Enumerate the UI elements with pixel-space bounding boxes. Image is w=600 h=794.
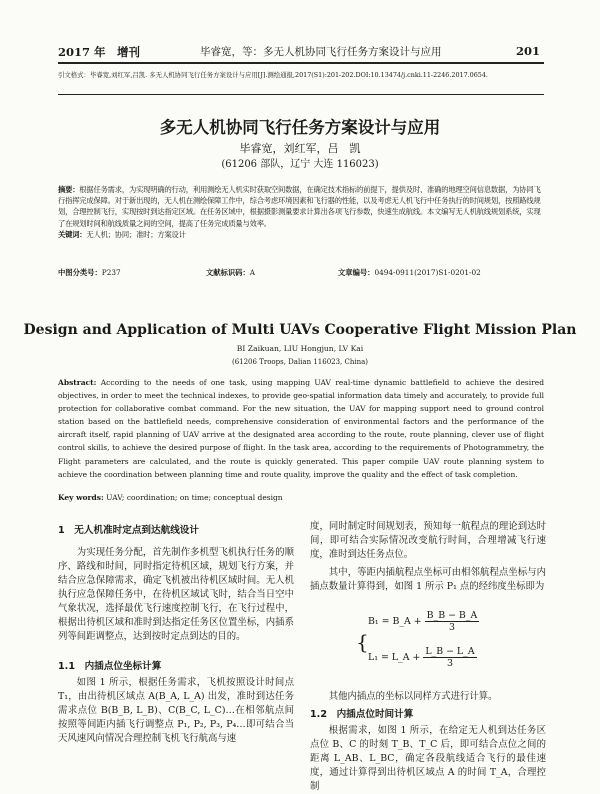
header-rule (58, 62, 544, 64)
after-equation-text: 其他内插点的坐标以同样方式进行计算。 (328, 691, 498, 702)
subsection-1-1-heading: 1.1 内插点位坐标计算 (58, 661, 162, 672)
document-code-value: A (249, 268, 256, 277)
equation-brace: { (356, 630, 369, 654)
article-number-label: 文章编号： (338, 268, 375, 277)
abstract-en-label: Abstract: (58, 378, 97, 387)
equation-2: L₁ = L_A + $\frac{L\_B - L\_A}{3}$ (368, 646, 475, 669)
subsection-1-1-text: 如图 1 所示，根据任务需求，飞机按照设计时间点 T₁，由出待机区域点 A(B_A, L_A) 出发，准时到达任务需求点位 B(B_B, L_B)、C(B_C, L_C)…在相邻航点间按照等间距内插飞行调整点 P₁, P₂, P₃, P₄…即可结合当天风速风向情况合理控制飞机飞行航高与速 (58, 677, 294, 744)
affiliation-en: (61206 Troops, Dalian 116023, China) (231, 358, 369, 366)
subsection-1-2-text: 根据需求，如图 1 所示，在给定无人机到达任务区点位 B、C 的时刻 T_B、T_C 后，即可结合点位之间的距离 L_AB、L_BC，确定各段航线适合飞行的最佳速度，通过计算得到出待机区域点 A 的时间 T_A，合理控制 (310, 725, 546, 792)
keywords-en-text: UAV; coordination; on time; conceptual design (106, 493, 283, 502)
right-continuation: 度，同时制定时间规划表，预知每一航程点的理论到达时间，即可结合实际情况改变航行时间，合理增减飞行速度，准时到达任务点位。 (310, 521, 546, 560)
page-number: 201 (516, 44, 541, 58)
document-code-label: 文献标识码： (206, 268, 250, 277)
abstract-en-text: According to the needs of one task, using mapping UAV real-time dynamic battlefield to achieve the desired objectives, in order to meet the technical indexes, to provide geo-spatial information data timely and accurately, to provide full protection for collaborative combat command. For the new situation, the UAV for mapping support need to ground control station based on the battlefield needs, comprehensive consideration of environmental factors and the performance of the aircraft itself, rapid planning of UAV arrive at the designated area according to the route, route planning, clever use of flight control skills, to achieve the desired purpose of flight. In the task area, according to the requirements of Photogrammetry, the Flight parameters are calculated, and the route is quickly generated. This paper compile UAV route planning system to achieve the coordination between planning time and route quality, improve the quality and the effect of task completion. (58, 378, 544, 479)
keywords-cn-label: 关键词： (58, 229, 87, 239)
paper-title-cn: 多无人机协同飞行任务方案设计与应用 (159, 118, 441, 137)
subsection-1-2-heading: 1.2 内插点位时间计算 (310, 709, 414, 720)
article-number (338, 268, 481, 278)
keywords-en-label: Key words: (58, 493, 104, 502)
right-paragraph-2: 其中，等距内插航程点坐标可由相邻航程点坐标与内插点数量计算得到，如图 1 所示 P₁ 点的经纬度坐标即为 (310, 567, 546, 592)
running-title: 毕睿宽，等：多无人机协同飞行任务方案设计与应用 (200, 46, 442, 58)
affiliation-cn: (61206 部队，辽宁 大连 116023) (221, 159, 379, 170)
equation-1: B₁ = B_A + $\frac{B\_B - B\_A}{3}$ (368, 610, 478, 633)
abstract-cn-label: 摘要： (58, 185, 80, 194)
abstract-cn-text: 根据任务需求，为实现明确的行动，利用测绘无人机实时获取空间数据，在确定技术指标的前提下，提供及时、准确的地理空间信息数据，为协同飞行指挥完成保障。对于新出现的，无人机在测绘保障工作中，综合考虑环境因素和飞行器的性能，以及考虑无人机飞行中任务执行的时间规划，按照路线规划，合理控制飞行，实现按时到达指定区域。在任务区域中，根据摄影测量要求计算出各项飞行参数，快速生成航线。本文编写无人机航线规划系统，实现了在规划时间和航线质量之间的空间，提高了任务完成质量与效率。 (58, 185, 541, 228)
document-code (206, 268, 255, 278)
class-number-label: 中图分类号： (58, 268, 102, 277)
class-number (58, 268, 121, 278)
paper-title-en: Design and Application of Multi UAVs Cooperative Flight Mission Plan (23, 322, 577, 338)
article-number-value: 0494-0911(2017)S1-0201-02 (374, 268, 481, 277)
section-1-paragraph: 为实现任务分配，首先制作多机型飞机执行任务的顺序、路线和时间，同时指定待机区域，规划飞行方案，并结合应急保障需求，确定飞机被出待机区域时间。无人机执行应急保障任务中，在待机区域试飞时，结合当日空中气象状况，选择最优飞行速度控制飞行，在飞行过程中，根据出待机区域和准时到达指定任务区位置坐标，内插系列等间距调整点，达到按时定点到达的目的。 (58, 547, 294, 642)
abstract-en (58, 376, 544, 481)
authors-cn: 毕睿宽，刘红军，吕 凯 (239, 142, 361, 155)
citation-rule (58, 94, 544, 95)
keywords-cn-text: 无人机；协同；准时；方案设计 (86, 229, 186, 239)
citation-format: 引文格式：毕睿宽,刘红军,吕凯. 多无人机协同飞行任务方案设计与应用[J].测绘通报,2017(S1):201-202.DOI:10.13474/j.cnki.11-2246.2017.0654. (58, 71, 488, 79)
abstract-cn (58, 184, 544, 240)
authors-en: BI Zaikuan, LIU Hongjun, LV Kai (236, 344, 364, 353)
section-1-heading: 1 无人机准时定点到达航线设计 (58, 525, 199, 536)
keywords-en (58, 493, 283, 502)
class-number-value: P237 (101, 268, 121, 277)
journal-issue: 2017 年 增刊 (58, 45, 141, 59)
